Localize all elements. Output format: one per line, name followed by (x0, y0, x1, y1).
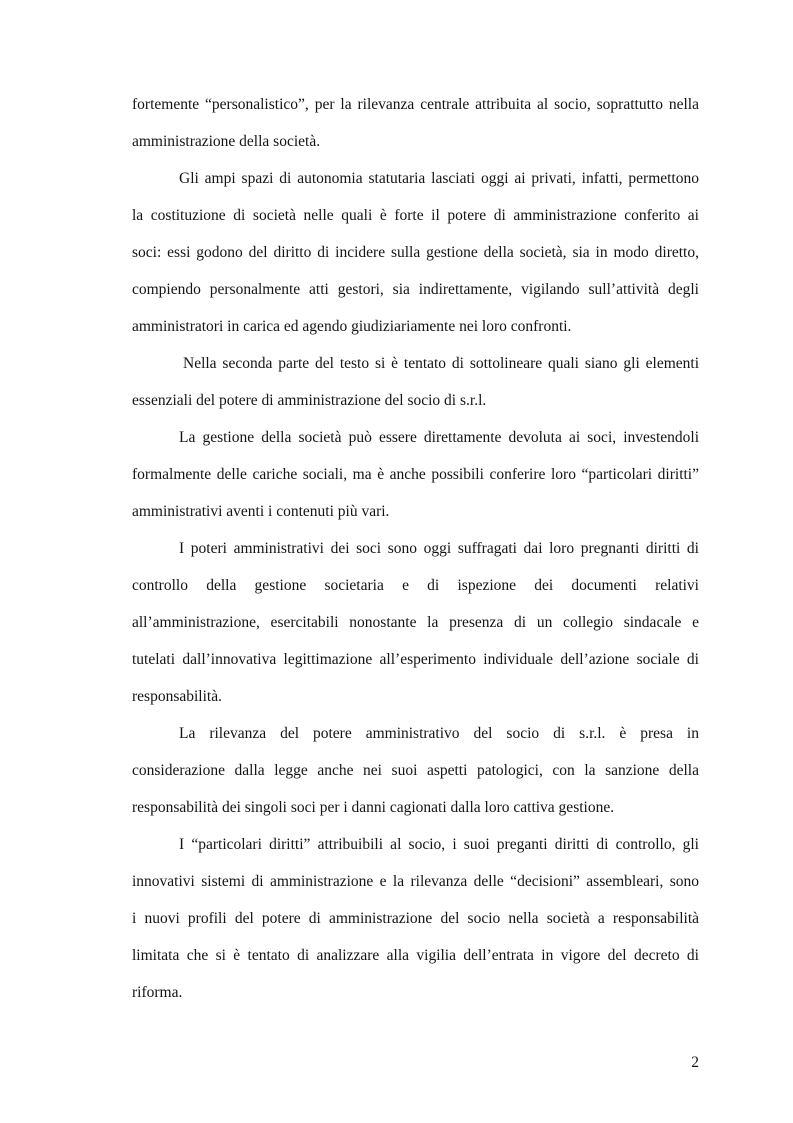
text-line: Gli ampi spazi di autonomia statutaria lasciati oggi ai privati, infatti, permettono (179, 170, 699, 187)
document-body (132, 86, 699, 1011)
text-line: tutelati dall’innovativa legittimazione all’esperimento individuale dell’azione sociale di (132, 651, 699, 668)
text-line: essenziali del potere di amministrazione del socio di s.r.l. (132, 392, 487, 409)
text-line: fortemente “personalistico”, per la rilevanza centrale attribuita al socio, soprattutto nella (132, 96, 699, 113)
text-line: responsabilità dei singoli soci per i danni cagionati dalla loro cattiva gestione. (132, 799, 615, 816)
text-line: I poteri amministrativi dei soci sono oggi suffragati dai loro pregnanti diritti di (179, 540, 699, 557)
text-line: Nella seconda parte del testo si è tentato di sottolineare quali siano gli elementi (183, 355, 699, 372)
text-line: amministratori in carica ed agendo giudiziariamente nei loro confronti. (132, 318, 572, 335)
text-line: compiendo personalmente atti gestori, sia indirettamente, vigilando sull’attività degli (132, 281, 699, 298)
text-line: responsabilità. (132, 688, 222, 705)
text-line: formalmente delle cariche sociali, ma è anche possibili conferire loro “particolari diritti” (132, 466, 699, 483)
text-line: la costituzione di società nelle quali è forte il potere di amministrazione conferito ai (132, 207, 699, 224)
text-line: i nuovi profili del potere di amministrazione del socio nella società a responsabilità (132, 910, 699, 927)
text-line: I “particolari diritti” attribuibili al socio, i suoi preganti diritti di controllo, gli (179, 836, 699, 853)
text-line: innovativi sistemi di amministrazione e la rilevanza delle “decisioni” assembleari, sono (132, 873, 699, 890)
text-line: soci: essi godono del diritto di incidere sulla gestione della società, sia in modo diretto, (132, 244, 699, 261)
text-line: all’amministrazione, esercitabili nonostante la presenza di un collegio sindacale e (132, 614, 699, 631)
text-line: limitata che si è tentato di analizzare alla vigilia dell’entrata in vigore del decreto di (132, 947, 699, 964)
text-line: La gestione della società può essere direttamente devoluta ai soci, investendoli (179, 429, 699, 446)
text-line: considerazione dalla legge anche nei suoi aspetti patologici, con la sanzione della (132, 762, 699, 779)
text-line: amministrativi aventi i contenuti più vari. (132, 503, 390, 520)
text-line: La rilevanza del potere amministrativo del socio di s.r.l. è presa in (179, 725, 699, 742)
text-line: riforma. (132, 984, 183, 1001)
text-line: controllo della gestione societaria e di ispezione dei documenti relativi (132, 577, 699, 594)
text-line: amministrazione della società. (132, 133, 321, 150)
page-number: 2 (691, 1054, 699, 1071)
